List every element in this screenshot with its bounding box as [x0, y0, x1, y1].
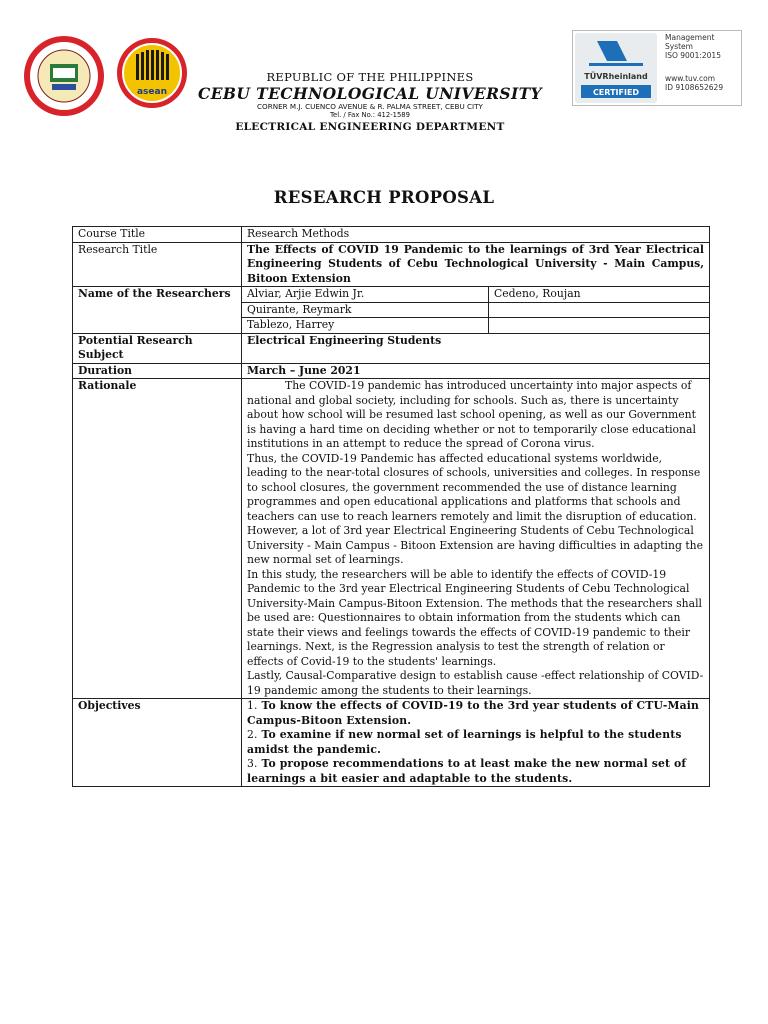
table-row-researchers — [73, 287, 710, 303]
certification-details — [665, 33, 739, 92]
table-row-subject — [73, 333, 710, 363]
objective-number: 1. — [247, 699, 258, 712]
cert-url: www.tuv.com — [665, 74, 716, 83]
cert-line-management: Management — [665, 33, 715, 42]
rationale-text — [242, 379, 710, 699]
duration-value: March – June 2021 — [242, 363, 710, 379]
document-title: RESEARCH PROPOSAL — [273, 188, 495, 207]
iso-certification-badge — [572, 30, 742, 106]
rationale-paragraph: The COVID-19 pandemic has introduced uncertainty into major aspects of national and global society, including for schools. Such as, there is uncertainty about how school will be resumed last school opening, as well as our Government is having a hard time on deciding whether or not to temporarily close educational institutions in an attempt to reduce the spread of Corona virus. — [247, 379, 696, 450]
objective-item — [247, 757, 704, 786]
table-row-objectives — [73, 699, 710, 787]
cert-line-system: System — [665, 42, 693, 51]
university-address: CORNER M.J. CUENCO AVENUE & R. PALMA STREET, CEBU CITY — [257, 102, 483, 111]
subject-value: Electrical Engineering Students — [242, 333, 710, 363]
certified-label: CERTIFIED — [592, 88, 640, 97]
table-row-course-title — [73, 227, 710, 243]
subject-label: Potential Research Subject — [73, 333, 242, 363]
research-title-value: The Effects of COVID 19 Pandemic to the learnings of 3rd Year Electrical Engineering Students of Cebu Technological University - Main Campus, Bitoon Extension — [242, 242, 710, 287]
department-name: ELECTRICAL ENGINEERING DEPARTMENT — [235, 121, 505, 133]
tuv-brand-text: TÜVRheinland — [584, 72, 648, 81]
objective-text: To examine if new normal set of learnings is helpful to the students amidst the pandemic. — [247, 728, 682, 756]
course-title-label: Course Title — [73, 227, 242, 243]
republic-heading: REPUBLIC OF THE PHILIPPINES — [266, 70, 474, 84]
university-telephone: Tel. / Fax No.: 412-1589 — [330, 111, 410, 119]
university-name: CEBU TECHNOLOGICAL UNIVERSITY — [197, 84, 542, 103]
objectives-label: Objectives — [73, 699, 242, 787]
researcher-name-empty — [489, 318, 710, 334]
research-title-label: Research Title — [73, 242, 242, 287]
objective-text: To know the effects of COVID-19 to the 3rd year students of CTU-Main Campus-Bitoon Extension. — [247, 699, 699, 727]
course-title-value: Research Methods — [242, 227, 710, 243]
table-row-rationale — [73, 379, 710, 699]
researcher-name: Cedeno, Roujan — [489, 287, 710, 303]
researcher-name: Alviar, Arjie Edwin Jr. — [242, 287, 489, 303]
rationale-paragraph: Thus, the COVID-19 Pandemic has affected educational systems worldwide, leading to the near-total closures of schools, universities and colleges. In response to school closures, the government recommended the use of distance learning programmes and open educational applications and platforms that schools and teachers can use to reach learners remotely and limit the disruption of education. However, a lot of 3rd year Electrical Engineering Students of Cebu Technological University - Main Campus - Bitoon Extension are having difficulties in adapting the new normal set of learnings. — [247, 451, 703, 566]
researcher-name-empty — [489, 302, 710, 318]
rationale-paragraph: In this study, the researchers will be able to identify the effects of COVID-19 Pandemic to the 3rd year Electrical Engineering Students of Cebu Technological University-Main Campus-Bitoon Extension. The methods that the researchers shall be used are: Questionnaires to obtain information from the students which can state their views and feelings towards the effects of COVID-19 pandemic to their learnings. Next, is the Regression analysis to test the strength of relation or effects of Covid-19 to the students' learnings. — [247, 567, 702, 668]
researcher-name: Tablezo, Harrey — [242, 318, 489, 334]
objective-number: 3. — [247, 757, 258, 770]
rationale-paragraph: Lastly, Causal-Comparative design to establish cause -effect relationship of COVID-19 pandemic among the students to their learnings. — [247, 669, 704, 697]
cert-line-iso: ISO 9001:2015 — [665, 51, 721, 60]
objective-item — [247, 728, 704, 757]
cert-id: ID 9108652629 — [665, 83, 724, 92]
researcher-name: Quirante, Reymark — [242, 302, 489, 318]
objectives-list — [242, 699, 710, 787]
rationale-label: Rationale — [73, 379, 242, 699]
objective-text: To propose recommendations to at least make the new normal set of learnings a bit easier and adaptable to the students. — [247, 757, 687, 785]
research-proposal-table — [72, 226, 710, 787]
tuv-certified-icon — [575, 33, 657, 103]
objective-number: 2. — [247, 728, 258, 741]
researchers-label: Name of the Researchers — [73, 287, 242, 334]
university-seal-logo — [22, 34, 106, 118]
table-row-research-title — [73, 242, 710, 287]
objective-item — [247, 699, 704, 728]
asean-logo-text: asean — [136, 87, 168, 97]
table-row-duration — [73, 363, 710, 379]
duration-label: Duration — [73, 363, 242, 379]
